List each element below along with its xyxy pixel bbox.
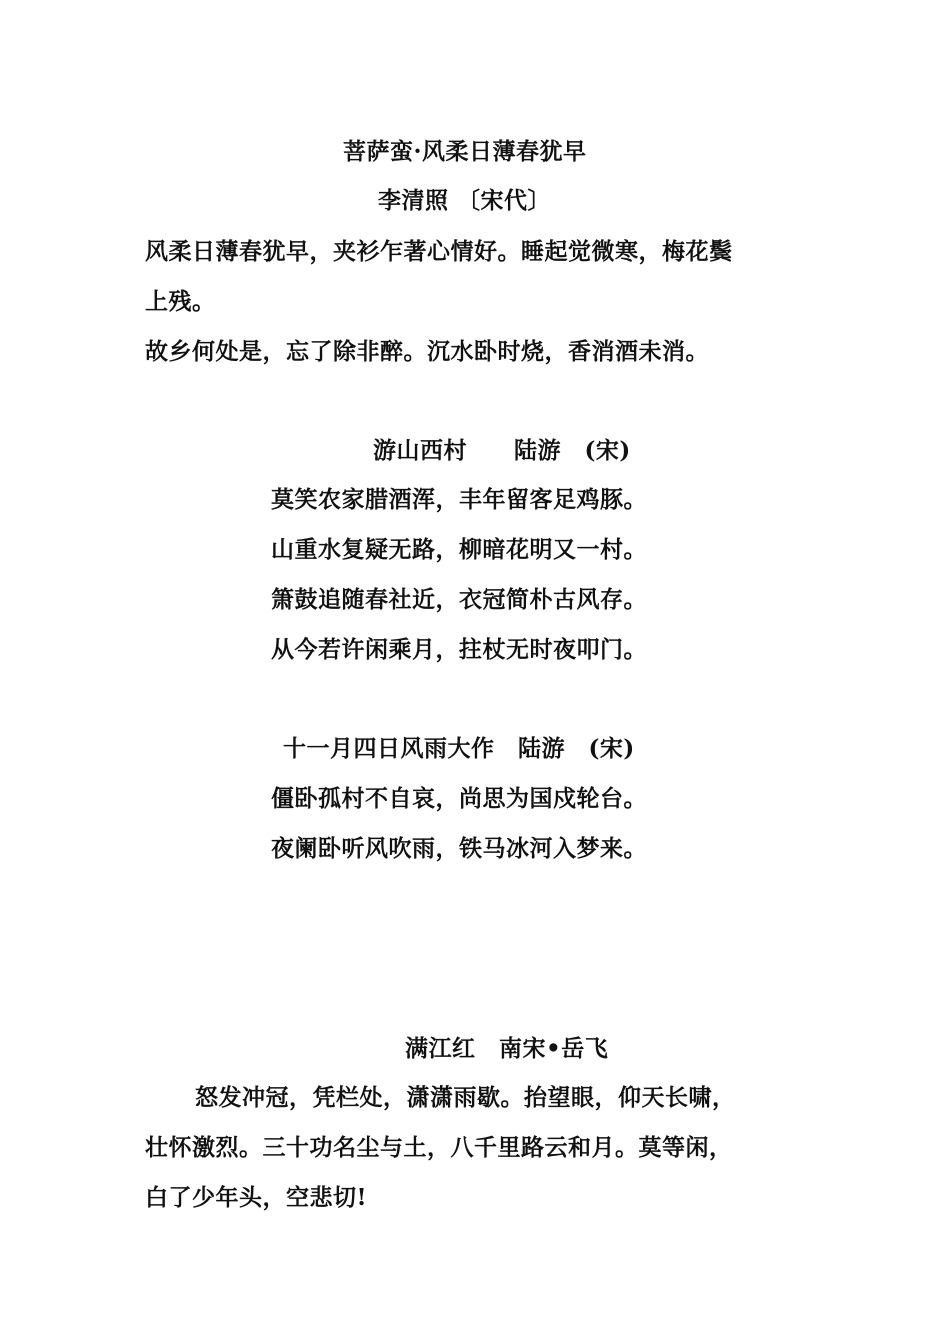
poem4-line: 怒发冲冠，凭栏处，潇潇雨歇。抬望眼，仰天长啸， xyxy=(195,1084,736,1111)
poem2-line: 莫笑农家腊酒浑，丰年留客足鸡豚。 xyxy=(271,486,647,513)
poem3-line: 僵卧孤村不自哀，尚思为国戍轮台。 xyxy=(271,785,647,812)
poem1-title: 菩萨蛮·风柔日薄春犹早 xyxy=(343,138,587,165)
poem3-heading: 十一月四日风雨大作 陆游 (宋) xyxy=(283,735,635,762)
poem4-line: 壮怀激烈。三十功名尘与土，八千里路云和月。莫等闲， xyxy=(145,1134,733,1161)
poem1-line: 风柔日薄春犹早，夹衫乍著心情好。睡起觉微寒，梅花鬓 xyxy=(145,238,733,265)
poem2-line: 从今若许闲乘月，拄杖无时夜叩门。 xyxy=(271,636,647,663)
poem1-line: 上残。 xyxy=(145,288,216,315)
poem4-heading: 满江红 南宋•岳飞 xyxy=(405,1035,609,1062)
poem2-line: 山重水复疑无路，柳暗花明又一村。 xyxy=(271,536,647,563)
poem1-line: 故乡何处是，忘了除非醉。沉水卧时烧，香消酒未消。 xyxy=(145,338,709,365)
poem3-line: 夜阑卧听风吹雨，铁马冰河入梦来。 xyxy=(271,835,647,862)
poem2-line: 箫鼓追随春社近，衣冠简朴古风存。 xyxy=(271,586,647,613)
poem2-heading: 游山西村 陆游 (宋) xyxy=(373,437,631,464)
poem4-line: 白了少年头，空悲切! xyxy=(145,1184,368,1211)
poem1-author: 李清照 〔宋代〕 xyxy=(378,187,552,214)
